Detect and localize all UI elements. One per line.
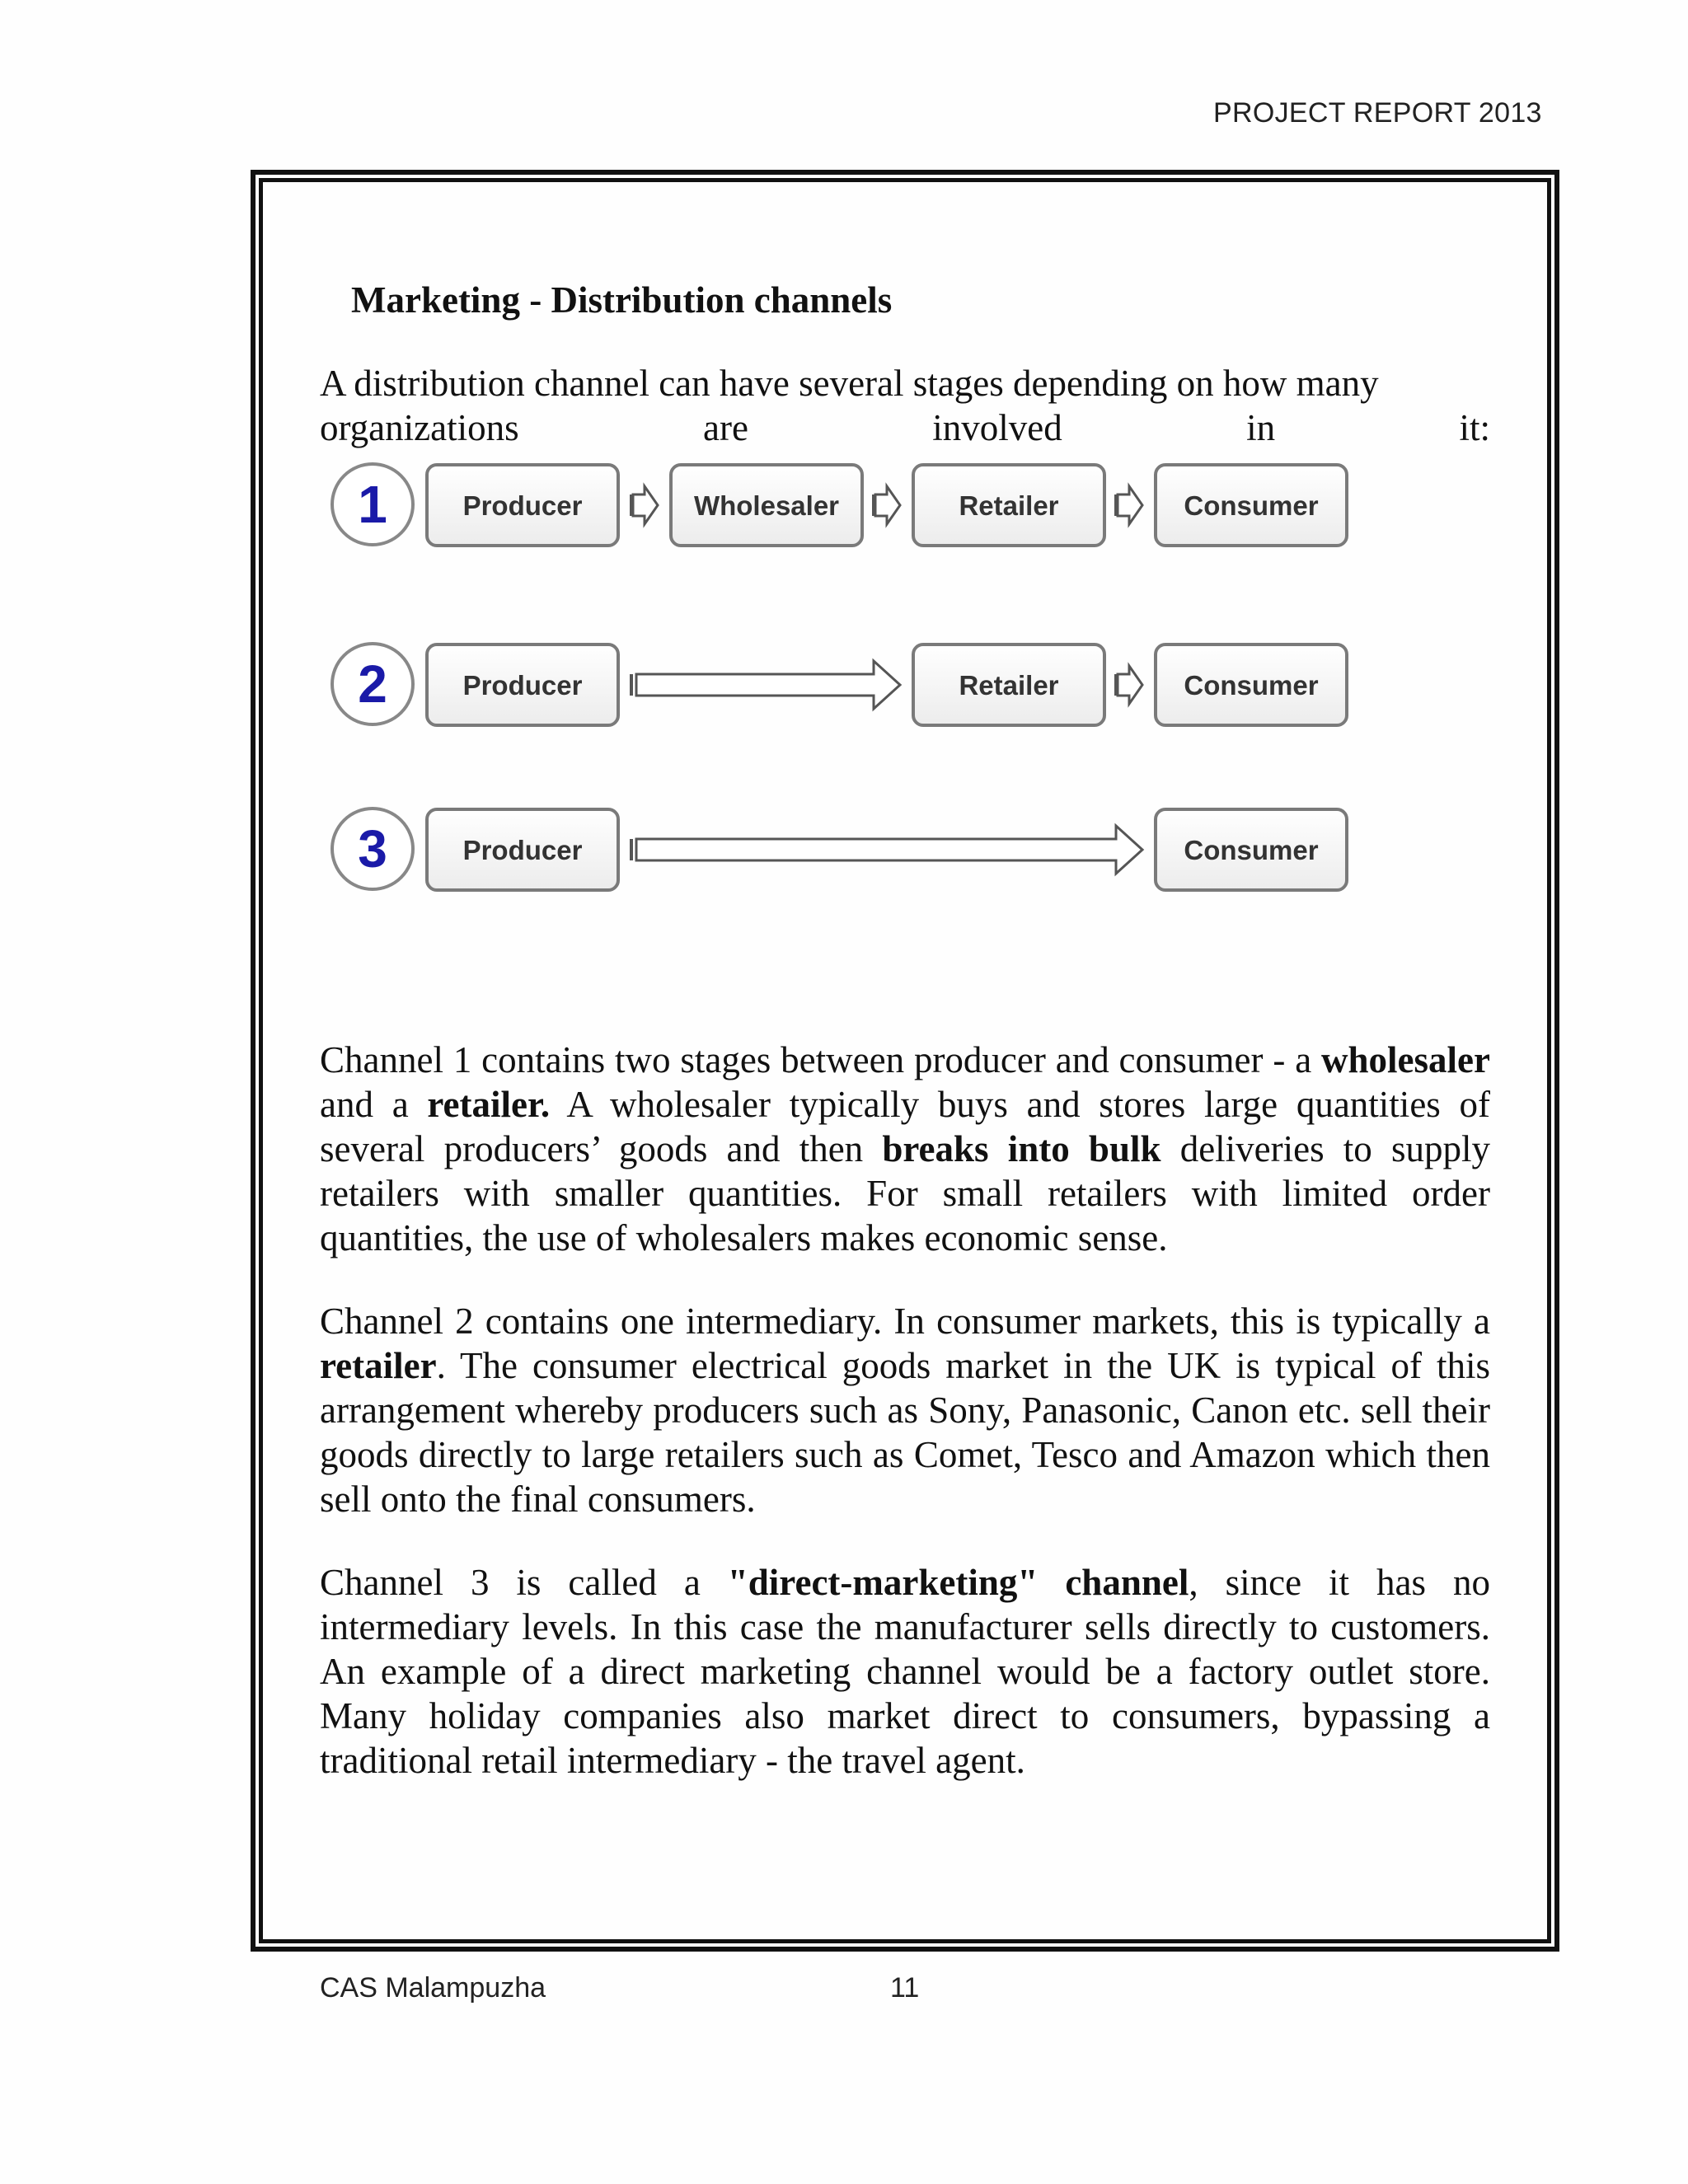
channel-3-producer-label: Producer — [462, 835, 583, 865]
channel-1-arrow-icon — [875, 486, 900, 524]
section-title: Marketing - Distribution channels — [351, 279, 893, 321]
channel-2-consumer-label: Consumer — [1184, 670, 1319, 701]
channel-1-producer-label: Producer — [462, 490, 583, 521]
channel-2-number: 2 — [358, 654, 387, 714]
intro-line-1: A distribution channel can have several stages depending on how many — [320, 363, 1379, 404]
channel-1-number: 1 — [358, 475, 387, 534]
channel-2-long-arrow-icon — [636, 661, 900, 709]
paragraph-channel-1: Channel 1 contains two stages between producer and consumer - a wholesaler and a retailer. A wholesaler typically buys and stores large quantities of several producers’ goods and then breaks into bulk deliveries to supply retailers with smaller quantities. For small retailers with limited order quantities, the use of wholesalers makes economic sense. — [320, 1039, 1491, 1258]
intro-word: involved — [932, 407, 1062, 448]
channel-2-arrow-icon — [1118, 666, 1142, 704]
channel-3-long-arrow-icon — [636, 826, 1142, 874]
channel-1-wholesaler-label: Wholesaler — [693, 490, 840, 521]
channel-1-row — [332, 464, 1347, 546]
intro-word: organizations — [320, 407, 519, 448]
intro-line-2 — [320, 405, 1490, 450]
channel-3-consumer-label: Consumer — [1184, 835, 1319, 865]
channel-2-row — [332, 644, 1347, 725]
paragraph-channel-2: Channel 2 contains one intermediary. In consumer markets, this is typically a retailer. The consumer electrical goods market in the UK is typical of this arrangement whereby producers such as Sony, Panasonic, Canon etc. sell their goods directly to large retailers such as Comet, Tesco and Amazon which then sell onto the final consumers. — [320, 1301, 1490, 1520]
paragraph-channel-3: Channel 3 is called a "direct-marketing" channel, since it has no intermediary levels. In this case the manufacturer sells directly to customers. An example of a direct marketing channel would be a factory outlet store. Many holiday companies also market direct to consumers, bypassing a traditional retail intermediary - the travel agent. — [320, 1562, 1490, 1781]
intro-word: are — [702, 407, 748, 448]
report-header: PROJECT REPORT 2013 — [1213, 97, 1542, 129]
intro-word: in — [1246, 407, 1276, 448]
channel-3-number: 3 — [358, 819, 387, 879]
channel-2-producer-label: Producer — [462, 670, 583, 701]
intro-word: it: — [1459, 407, 1491, 448]
channel-1-consumer-label: Consumer — [1184, 490, 1319, 521]
channel-1-arrow-icon — [1118, 486, 1142, 524]
channel-1-arrow-icon — [633, 486, 658, 524]
channel-3-row — [332, 808, 1347, 890]
distribution-channels-diagram — [321, 458, 1360, 903]
channel-1-retailer-label: Retailer — [959, 490, 1059, 521]
footer-institution: CAS Malampuzha — [320, 1972, 546, 2004]
channel-2-retailer-label: Retailer — [959, 670, 1059, 701]
page-number: 11 — [890, 1972, 920, 2004]
